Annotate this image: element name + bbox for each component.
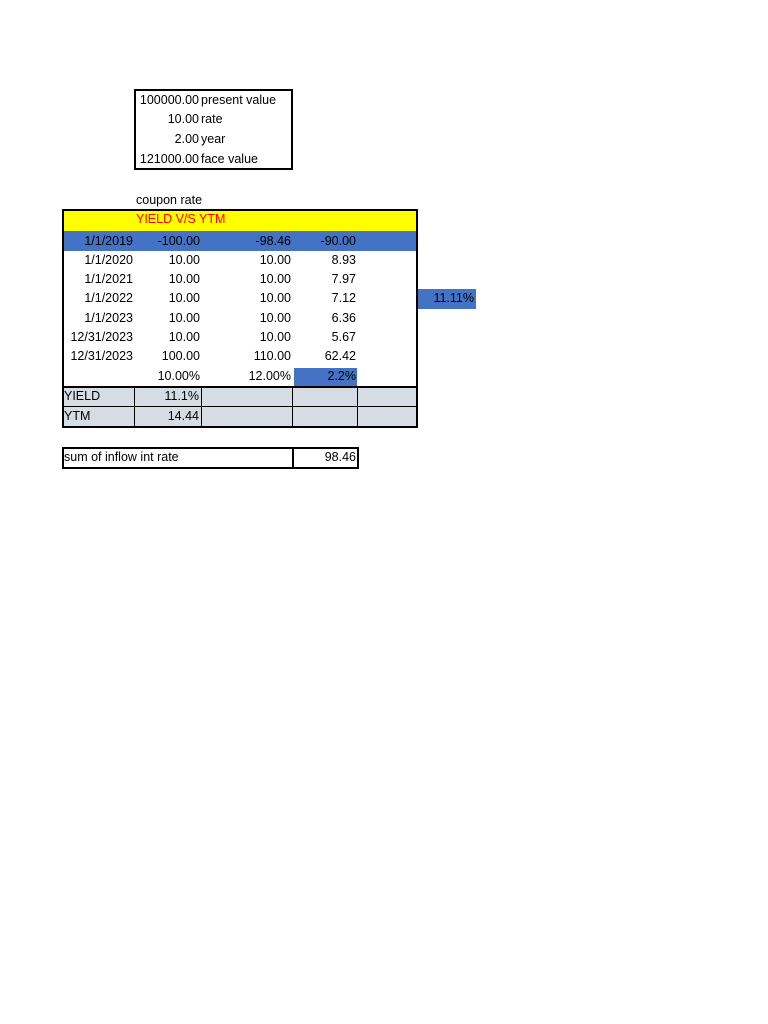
row-col-c[interactable]: 6.36 — [331, 311, 356, 325]
row-date[interactable]: 1/1/2020 — [84, 253, 133, 267]
yield-value[interactable]: 11.1% — [164, 389, 199, 403]
yield-table — [62, 209, 418, 428]
row-col-b[interactable]: 10.00 — [259, 291, 291, 305]
rate-col-c[interactable]: 2.2% — [327, 369, 356, 383]
grid-line — [201, 387, 202, 427]
ytm-label: YTM — [64, 409, 91, 423]
ytm-value[interactable]: 14.44 — [167, 409, 199, 423]
row-col-b[interactable]: 10.00 — [259, 330, 291, 344]
summary-value[interactable]: 98.46 — [324, 450, 356, 464]
year-label: year — [201, 132, 226, 146]
row-col-a[interactable]: 10.00 — [168, 272, 200, 286]
rate-amount[interactable]: 10.00 — [167, 112, 199, 126]
row-col-c[interactable]: 7.12 — [331, 291, 356, 305]
grid-line — [357, 387, 358, 427]
row-col-a[interactable]: 10.00 — [168, 253, 200, 267]
row-col-c[interactable]: -90.00 — [320, 234, 356, 248]
row-date[interactable]: 1/1/2019 — [84, 234, 133, 248]
row-col-a[interactable]: 100.00 — [161, 349, 200, 363]
row-col-a[interactable]: 10.00 — [168, 311, 200, 325]
present-value-amount[interactable]: 100000.00 — [139, 93, 199, 107]
row-col-a[interactable]: 10.00 — [168, 330, 200, 344]
row-date[interactable]: 1/1/2023 — [84, 311, 133, 325]
grid-line — [62, 386, 418, 388]
row-col-b[interactable]: 10.00 — [259, 272, 291, 286]
row-col-b[interactable]: 110.00 — [253, 349, 291, 363]
row-col-c[interactable]: 5.67 — [331, 330, 356, 344]
row-date[interactable]: 1/1/2022 — [84, 291, 133, 305]
row-col-b[interactable]: -98.46 — [255, 234, 291, 248]
coupon-rate-label: coupon rate — [136, 193, 203, 207]
summary-label: sum of inflow int rate — [64, 450, 179, 464]
rate-col-b[interactable]: 12.00% — [248, 369, 291, 383]
side-value[interactable]: 11.11% — [433, 291, 474, 305]
yield-label: YIELD — [64, 389, 101, 403]
row-col-c[interactable]: 62.42 — [324, 349, 356, 363]
row-date[interactable]: 12/31/2023 — [70, 349, 133, 363]
row-col-c[interactable]: 8.93 — [331, 253, 356, 267]
row-col-c[interactable]: 7.97 — [331, 272, 356, 286]
row-date[interactable]: 1/1/2021 — [84, 272, 133, 286]
grid-line — [292, 387, 293, 427]
grid-line — [62, 406, 418, 407]
year-amount[interactable]: 2.00 — [174, 132, 199, 146]
face-value-amount[interactable]: 121000.00 — [139, 152, 199, 166]
rate-col-a[interactable]: 10.00% — [157, 369, 200, 383]
rate-label: rate — [201, 112, 223, 126]
row-col-a[interactable]: -100.00 — [157, 234, 200, 248]
row-col-b[interactable]: 10.00 — [259, 253, 291, 267]
row-col-a[interactable]: 10.00 — [168, 291, 200, 305]
present-value-label: present value — [201, 93, 277, 107]
table-title: YIELD V/S YTM — [136, 212, 226, 226]
row-date[interactable]: 12/31/2023 — [70, 330, 133, 344]
face-value-label: face value — [201, 152, 258, 166]
row-col-b[interactable]: 10.00 — [259, 311, 291, 325]
